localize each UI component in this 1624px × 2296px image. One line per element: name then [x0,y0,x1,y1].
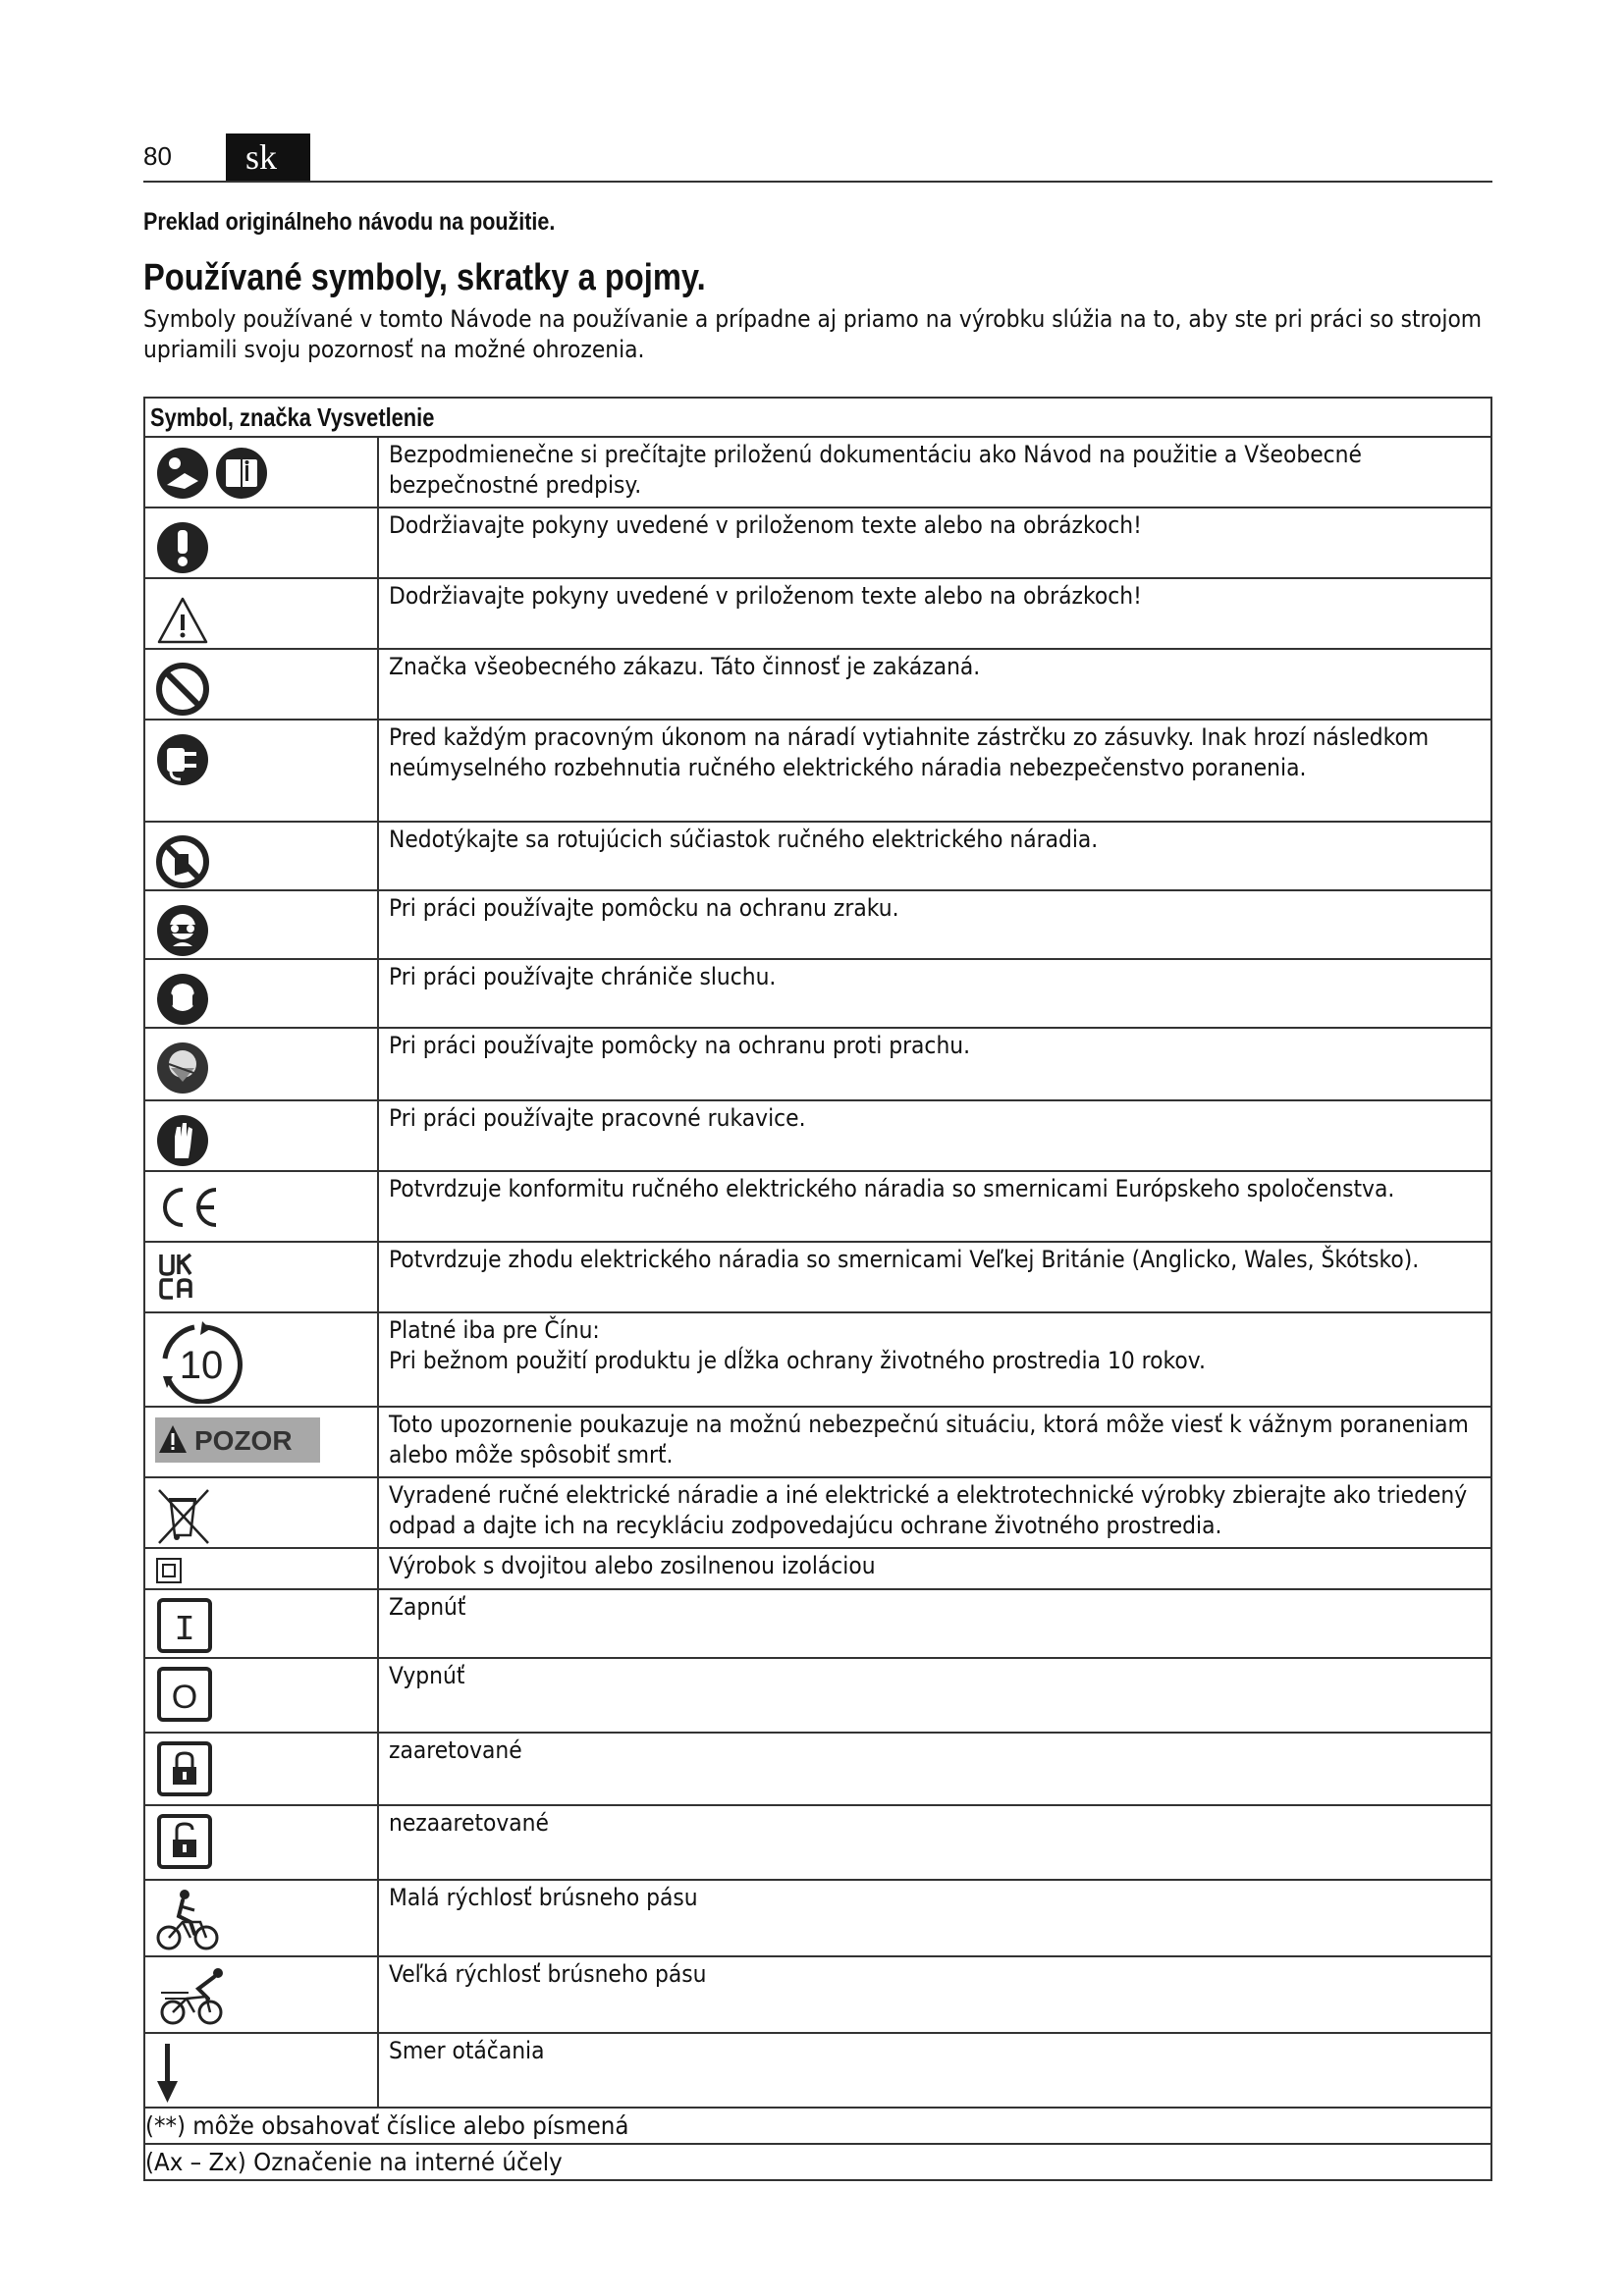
symbol-cell [144,1589,378,1658]
table-row [144,1658,1491,1733]
document-subtitle: Preklad originálneho návodu na použitie. [143,208,556,236]
description-cell: Vyradené ručné elektrické náradie a iné elektrické a elektrotechnické výrobky zbierajte ako triedený odpad a dajte ich na recykláciu zodpovedajúcu ochrane životného prostredia. [378,1477,1491,1548]
symbol-cell [144,1171,378,1242]
unlocked-icon [155,1812,214,1871]
description-cell: Nedotýkajte sa rotujúcich súčiastok ručného elektrického náradia. [378,822,1491,890]
table-row [144,578,1491,649]
ear-protection-icon [155,966,214,1027]
footnote-placeholder: (**) môže obsahovať číslice alebo písmená [145,2111,629,2140]
description-cell: Pri práci používajte pomôcku na ochranu zraku. [378,890,1491,959]
description-cell: Zapnúť [378,1589,1491,1658]
header-rule [143,181,1492,183]
symbol-cell [144,1312,378,1407]
description-cell: Pri práci používajte pracovné rukavice. [378,1100,1491,1171]
description-cell: nezaaretované [378,1805,1491,1880]
table-row [144,1805,1491,1880]
description-cell: Toto upozornenie poukazuje na možnú nebezpečnú situáciu, ktorá môže viesť k vážnym poraneniam alebo môže spôsobiť smrť. [378,1407,1491,1477]
description-cell: Dodržiavajte pokyny uvedené v priloženom texte alebo na obrázkoch! [378,507,1491,578]
exclamation-icon [155,514,214,575]
china-10-label: 10 [179,1344,224,1387]
description-cell: Platné iba pre Čínu: Pri bežnom použití produktu je dĺžka ochrany životného prostredia 10 rokov. [378,1312,1491,1407]
read-manual-icon [155,444,277,503]
page-number: 80 [143,141,172,171]
table-row [144,507,1491,578]
description-cell: Pri práci používajte chrániče sluchu. [378,959,1491,1028]
description-cell: Bezpodmienečne si prečítajte priloženú dokumentáciu ako Návod na použitie a Všeobecné bezpečnostné predpisy. [378,437,1491,507]
symbol-cell [144,1805,378,1880]
description-cell: Výrobok s dvojitou alebo zosilnenou izoláciou [378,1548,1491,1589]
table-header-row [144,398,1491,437]
warning-triangle-icon [155,585,214,646]
symbol-cell [144,1242,378,1312]
symbol-cell [144,1658,378,1733]
eye-protection-icon [155,897,214,958]
table-row [144,1171,1491,1242]
prohibition-icon [155,656,214,717]
description-cell: Dodržiavajte pokyny uvedené v priloženom texte alebo na obrázkoch! [378,578,1491,649]
china-10-years-icon [155,1319,253,1404]
symbol-cell [144,1956,378,2033]
description-cell: Potvrdzuje konformitu ručného elektrického náradia so smernicami Európskeho spoločenstva. [378,1171,1491,1242]
crossed-bin-icon [155,1484,214,1545]
table-row [144,437,1491,507]
table-row [144,1733,1491,1805]
no-touch-icon [155,828,214,889]
footnote-row [144,2144,1491,2180]
language-tab: sk [226,133,310,181]
ce-mark-icon [155,1178,234,1233]
table-row [144,1100,1491,1171]
description-cell: Pri práci používajte pomôcky na ochranu proti prachu. [378,1028,1491,1100]
fast-speed-bicycle-icon [155,1963,234,2028]
description-cell: Smer otáčania [378,2033,1491,2108]
table-row [144,822,1491,890]
unplug-icon [155,726,214,787]
section-title: Používané symboly, skratky a pojmy. [143,257,706,298]
symbol-cell [144,1548,378,1589]
pozor-warning-icon [155,1414,322,1465]
switch-off-icon [155,1665,214,1724]
symbol-cell [144,437,378,507]
description-cell: zaaretované [378,1733,1491,1805]
switch-on-icon [155,1596,214,1655]
table-row [144,1589,1491,1658]
symbol-cell [144,1733,378,1805]
symbol-cell [144,2033,378,2108]
pozor-label: POZOR [194,1425,293,1456]
description-cell: Potvrdzuje zhodu elektrického náradia so smernicami Veľkej Británie (Anglicko, Wales, Škótsko). [378,1242,1491,1312]
symbol-cell [144,959,378,1028]
symbol-cell [144,822,378,890]
table-row [144,2033,1491,2108]
symbol-cell [144,578,378,649]
symbol-cell [144,890,378,959]
gloves-icon [155,1107,214,1168]
table-row [144,1548,1491,1589]
footnote-internal: (Ax – Zx) Označenie na interné účely [145,2148,563,2176]
table-row [144,1880,1491,1956]
intro-paragraph: Symboly používané v tomto Návode na používanie a prípadne aj priamo na výrobku slúžia na to, aby ste pri práci so strojom upriamili svoju pozornosť na možné ohrozenia. [143,305,1483,363]
description-cell: Značka všeobecného zákazu. Táto činnosť je zakázaná. [378,649,1491,720]
arrow-down-icon [155,2040,194,2105]
switch-on-label: I [174,1610,195,1650]
ukca-mark-icon [155,1249,214,1304]
table-row [144,1477,1491,1548]
symbol-cell [144,1028,378,1100]
table-row [144,890,1491,959]
table-row [144,1312,1491,1407]
footnote-cell [144,2144,1491,2180]
table-row [144,1028,1491,1100]
description-cell: Veľká rýchlosť brúsneho pásu [378,1956,1491,2033]
symbol-cell [144,1407,378,1477]
table-row [144,1956,1491,2033]
locked-icon [155,1739,214,1798]
table-header: Symbol, značka Vysvetlenie [144,398,1491,437]
table-row [144,1242,1491,1312]
description-cell: Pred každým pracovným úkonom na náradí vytiahnite zástrčku zo zásuvky. Inak hrozí následkom neúmyselného rozbehnutia ručného elektrického náradia nebezpečenstvo poranenia. [378,720,1491,822]
table-row [144,959,1491,1028]
table-row [144,1407,1491,1477]
symbol-cell [144,1880,378,1956]
symbol-cell [144,720,378,822]
slow-speed-bicycle-icon [155,1887,226,1951]
switch-off-label: O [171,1679,198,1716]
table-row [144,649,1491,720]
symbol-cell [144,649,378,720]
symbol-cell [144,507,378,578]
footnote-cell [144,2108,1491,2144]
description-cell: Vypnúť [378,1658,1491,1733]
symbols-table [143,397,1492,2181]
double-insulation-icon [155,1557,185,1584]
symbol-cell [144,1477,378,1548]
table-row [144,720,1491,822]
symbol-cell [144,1100,378,1171]
footnote-row [144,2108,1491,2144]
dust-mask-icon [155,1035,214,1095]
description-cell: Malá rýchlosť brúsneho pásu [378,1880,1491,1956]
